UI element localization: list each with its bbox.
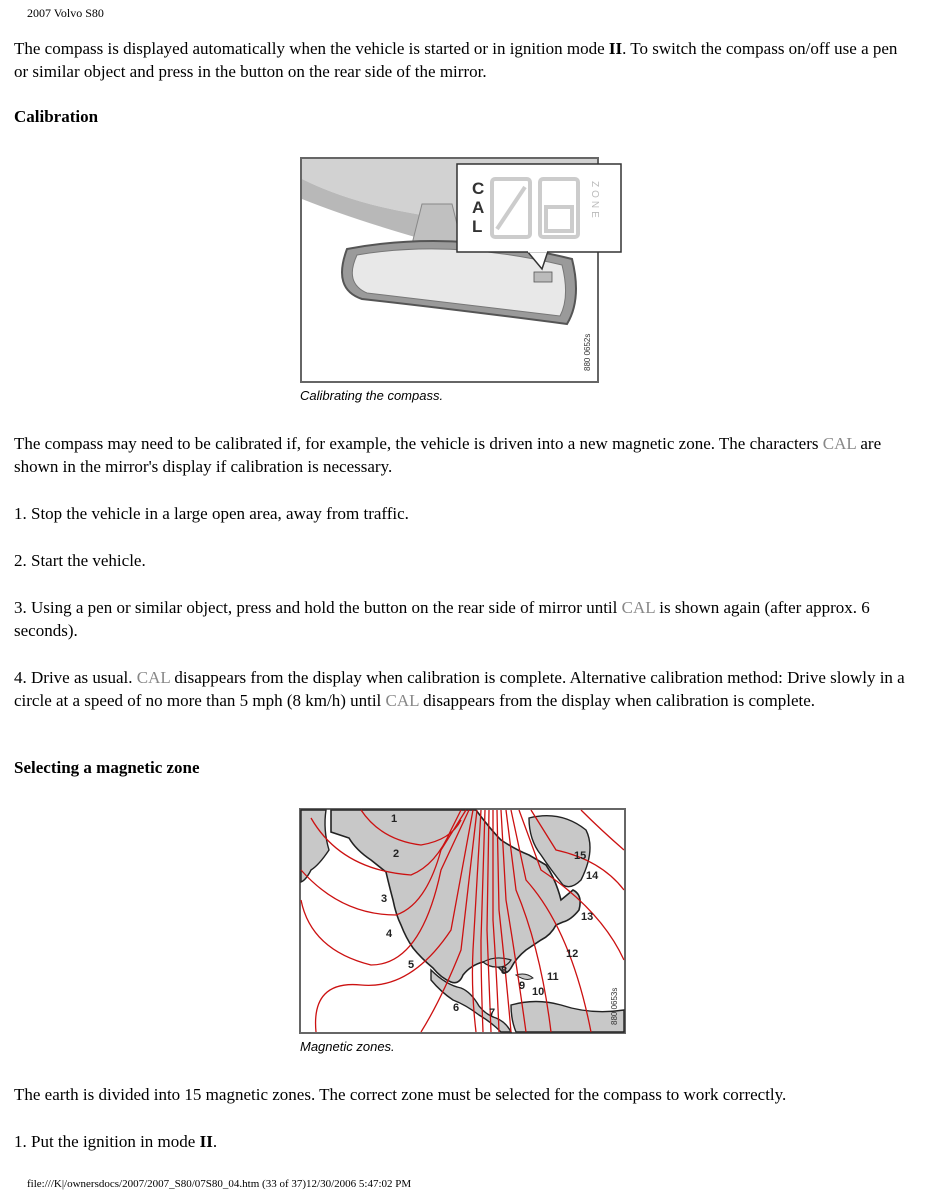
zone-number: 4 xyxy=(386,928,393,940)
page-header: 2007 Volvo S80 xyxy=(27,6,104,20)
calibration-step-4: 4. Drive as usual. CAL disappears from the display when calibration is complete. Alternative calibration method: Drive slowly in a circle at a speed of no more than 5 mph (8 km/h) until CAL disappears from the display when calibration is complete. xyxy=(14,668,905,710)
calibration-step-2: 2. Start the vehicle. xyxy=(14,551,146,570)
calibration-description: The compass may need to be calibrated if, for example, the vehicle is driven into a new magnetic zone. The characters CAL are shown in the mirror's display if calibration is necessary. xyxy=(14,434,882,476)
intro-paragraph: The compass is displayed automatically when the vehicle is started or in ignition mode II. To switch the compass on/off use a pen or similar object and press in the button on the rear side of the mirror. xyxy=(14,39,898,81)
zone-number: 12 xyxy=(566,948,579,960)
magnetic-zones-figure xyxy=(299,808,626,1034)
cal-letter-c: C xyxy=(472,179,485,198)
magnetic-zones-map xyxy=(301,810,624,1032)
calibration-step-1: 1. Stop the vehicle in a large open area, away from traffic. xyxy=(14,504,409,523)
page-footer: file:///K|/ownersdocs/2007/2007_S80/07S80_04.htm (33 of 37)12/30/2006 5:47:02 PM xyxy=(27,1178,412,1190)
magnetic-zones-caption: Magnetic zones. xyxy=(300,1039,395,1054)
zone-number: 15 xyxy=(574,850,587,862)
calibration-figure xyxy=(300,157,599,383)
calibration-step-3: 3. Using a pen or similar object, press and hold the button on the rear side of mirror until CAL is shown again (after approx. 6 seconds). xyxy=(14,598,870,640)
cal-letter-a: A xyxy=(472,198,485,217)
zone-number: 8 xyxy=(501,965,508,977)
zone-number: 7 xyxy=(489,1007,496,1019)
mirror-illustration xyxy=(302,159,600,381)
magnetic-zone-heading: Selecting a magnetic zone xyxy=(14,758,200,777)
zone-number: 5 xyxy=(408,959,415,971)
zone-number: 2 xyxy=(393,848,400,860)
zone-number: 6 xyxy=(453,1002,460,1014)
calibration-caption: Calibrating the compass. xyxy=(300,388,444,403)
zone-number: 14 xyxy=(586,870,599,882)
zone-number: 9 xyxy=(519,980,526,992)
zone-step-1: 1. Put the ignition in mode II. xyxy=(14,1132,218,1151)
zone-number: 1 xyxy=(391,813,398,825)
zone-number: 10 xyxy=(532,986,545,998)
zone-label: ZONE xyxy=(589,181,600,221)
zone-number: 3 xyxy=(381,893,388,905)
figure-code: 880 0653s xyxy=(610,987,619,1025)
zone-number: 11 xyxy=(547,971,559,983)
magnetic-zone-description: The earth is divided into 15 magnetic zones. The correct zone must be selected for the compass to work correctly. xyxy=(14,1085,787,1104)
cal-letter-l: L xyxy=(472,217,483,236)
calibration-heading: Calibration xyxy=(14,107,99,126)
figure-code: 880 0652s xyxy=(583,333,592,371)
zone-number: 13 xyxy=(581,911,594,923)
